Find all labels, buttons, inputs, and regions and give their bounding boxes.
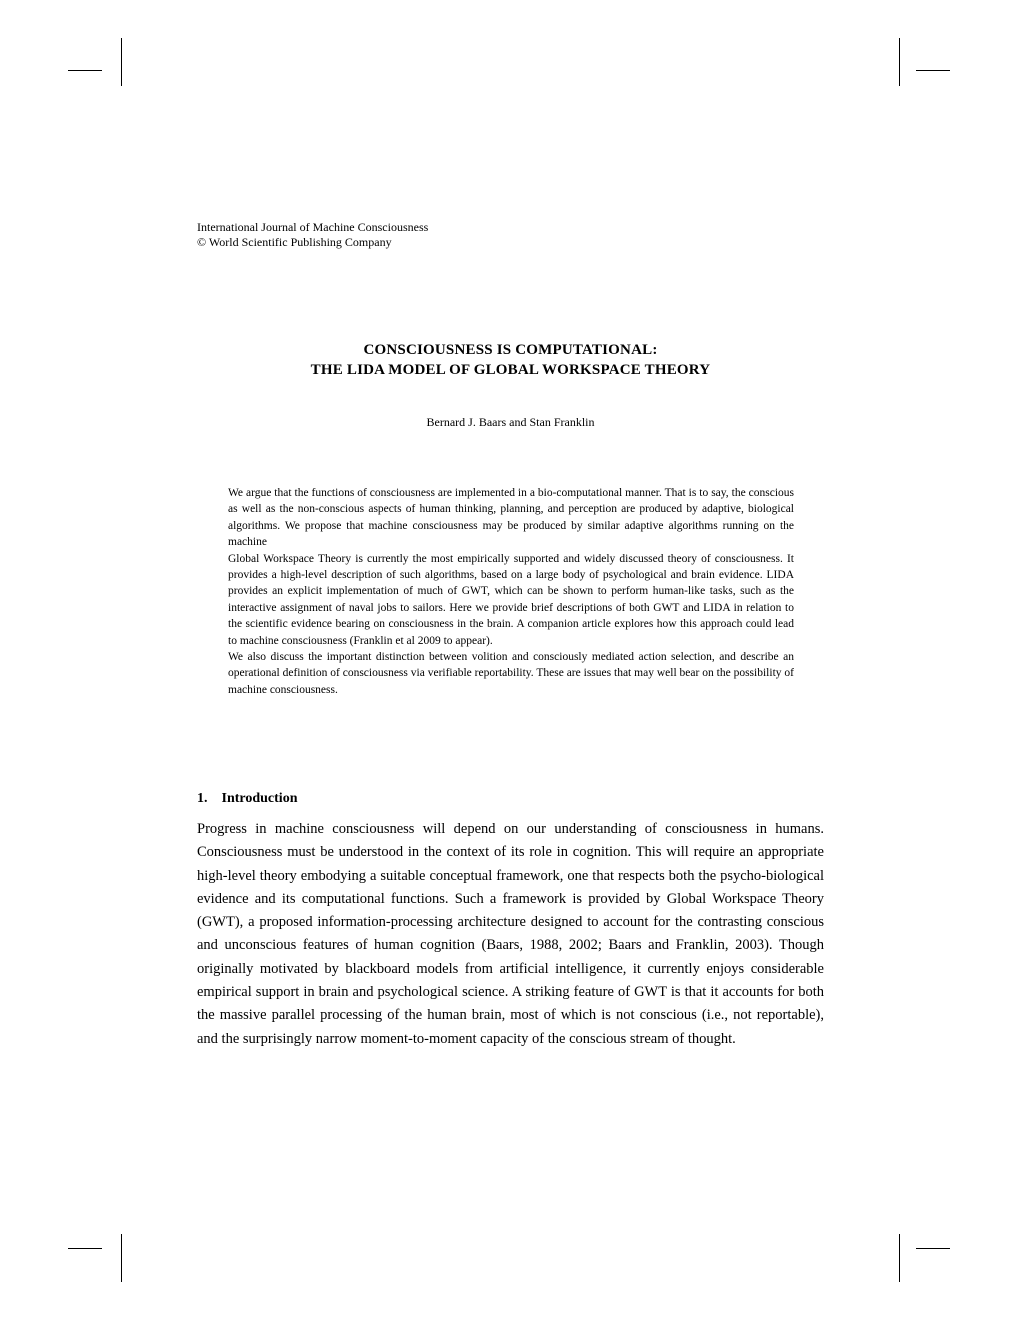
body-paragraph-1: Progress in machine consciousness will depend on our understanding of consciousness in humans. Consciousness must be understood in the context of its role in cognition. This will require an appropriate high-level theory embodying a suitable conceptual framework, one that respects both the psycho-biological evidence and its computational functions. Such a framework is provided by Global Workspace Theory (GWT), a proposed information-processing architecture designed to account for the contrasting conscious and unconscious features of human cognition (Baars, 1988, 2002; Baars and Franklin, 2003). Though originally motivated by blackboard models from artificial intelligence, it currently enjoys considerable empirical support in brain and psychological science. A striking feature of GWT is that it accounts for both the massive parallel processing of the human brain, most of which is not conscious (i.e., not reportable), and the surprisingly narrow moment-to-moment capacity of the conscious stream of thought. [197,821,824,1047]
section-body [197,818,824,1051]
abstract-paragraph-1: We argue that the functions of consciousness are implemented in a bio-computational manner. That is to say, the conscious as well as the non-conscious aspects of human thinking, planning, and perception are produced by adaptive, biological algorithms. We propose that machine consciousness may be produced by similar adaptive algorithms running on the machine [228,487,794,549]
crop-mark-bottom-left-horizontal [68,1248,102,1249]
section-number: 1. [197,791,208,806]
paper-title-line2: THE LIDA MODEL OF GLOBAL WORKSPACE THEORY [310,362,711,378]
crop-mark-top-left-vertical [121,38,122,86]
section-heading-introduction [197,791,297,807]
paper-title [197,340,824,380]
crop-mark-bottom-right-vertical [899,1234,900,1282]
crop-mark-bottom-right-horizontal [916,1248,950,1249]
abstract-paragraph-2: Global Workspace Theory is currently the most empirically supported and widely discussed theory of consciousness. It provides a high-level description of such algorithms, based on a large body of psychological and brain evidence. LIDA provides an explicit implementation of much of GWT, which can be shown to perform human-like tasks, such as the interactive assignment of naval jobs to sailors. Here we provide brief descriptions of both GWT and LIDA in relation to the scientific evidence bearing on consciousness in the brain. A companion article explores how this approach could lead to machine consciousness (Franklin et al 2009 to appear). [228,552,794,647]
section-title: Introduction [221,791,298,806]
abstract-paragraph-3: We also discuss the important distinction between volition and consciously mediated action selection, and describe an operational definition of consciousness via verifiable reportability. These are issues that may well bear on the possibility of machine consciousness. [228,651,794,696]
journal-name: International Journal of Machine Consciousness [197,220,429,234]
crop-mark-top-right-horizontal [916,70,950,71]
paper-title-line1: CONSCIOUSNESS IS COMPUTATIONAL: [363,342,658,358]
crop-mark-bottom-left-vertical [121,1234,122,1282]
journal-copyright: © World Scientific Publishing Company [197,235,392,249]
authors-line: Bernard J. Baars and Stan Franklin [426,415,595,429]
journal-header [197,220,824,250]
abstract [228,485,794,698]
crop-mark-top-right-vertical [899,38,900,86]
crop-mark-top-left-horizontal [68,70,102,71]
